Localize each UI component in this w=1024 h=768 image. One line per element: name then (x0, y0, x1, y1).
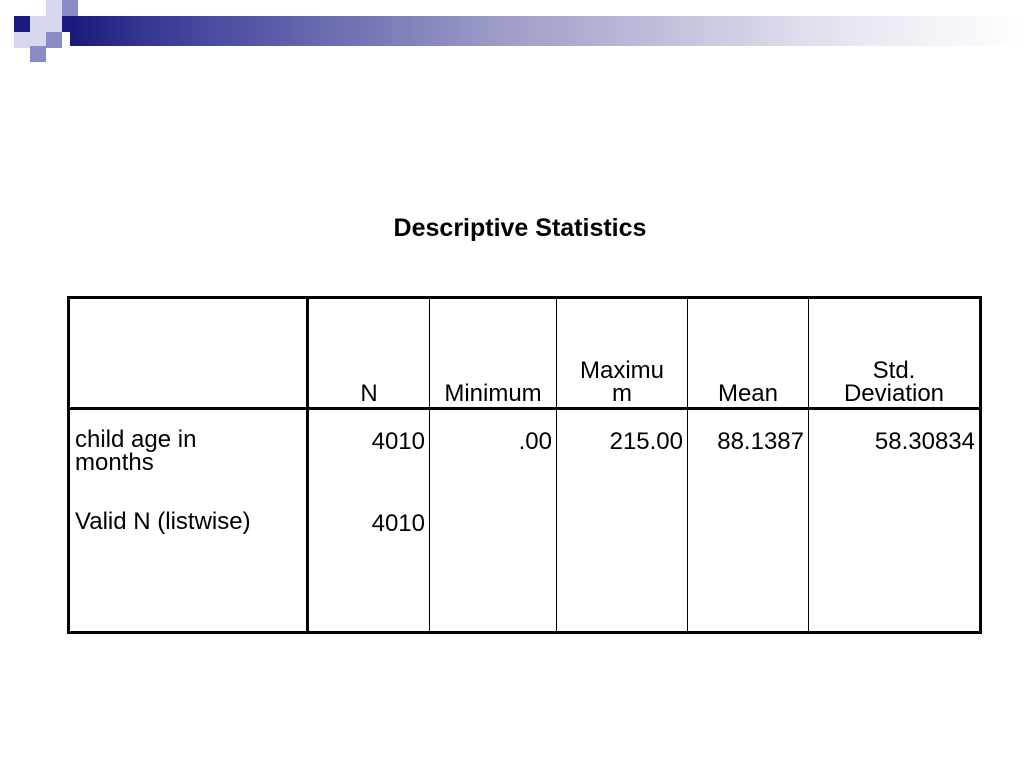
row-label-line1: child age in (75, 426, 197, 453)
header-minimum (430, 298, 557, 409)
row-label-child-age (69, 409, 308, 511)
cell-mean: 88.1387 (688, 409, 809, 511)
header-std-line1: Std. (872, 357, 916, 384)
header-std-deviation (809, 298, 981, 409)
cell-std-deviation: 58.30834 (809, 409, 981, 511)
cell-minimum: .00 (430, 409, 557, 511)
cell-mean (688, 510, 809, 633)
cell-maximum (557, 510, 688, 633)
slide-title: Descriptive Statistics (393, 214, 647, 242)
table-row (69, 409, 981, 511)
header-maximum-line1: Maximu (579, 357, 664, 384)
cell-maximum: 215.00 (557, 409, 688, 511)
header-minimum-text: Minimum (444, 380, 542, 407)
row-label-valid-n: Valid N (listwise) (69, 510, 308, 633)
header-label-cell (69, 298, 308, 409)
descriptive-statistics-table (67, 296, 982, 634)
row-label-line2: months (75, 449, 154, 476)
table-header-row (69, 298, 981, 409)
header-maximum (557, 298, 688, 409)
header-n-text: N (360, 380, 378, 407)
cell-n: 4010 (308, 510, 430, 633)
cell-n: 4010 (308, 409, 430, 511)
header-std-line2: Deviation (843, 380, 945, 407)
header-gradient-bar (70, 16, 1024, 46)
header-n (308, 298, 430, 409)
cell-minimum (430, 510, 557, 633)
cell-std-deviation (809, 510, 981, 633)
header-mean-text: Mean (717, 380, 779, 407)
table-row (69, 510, 981, 633)
header-mean (688, 298, 809, 409)
header-maximum-line2: m (612, 380, 632, 407)
